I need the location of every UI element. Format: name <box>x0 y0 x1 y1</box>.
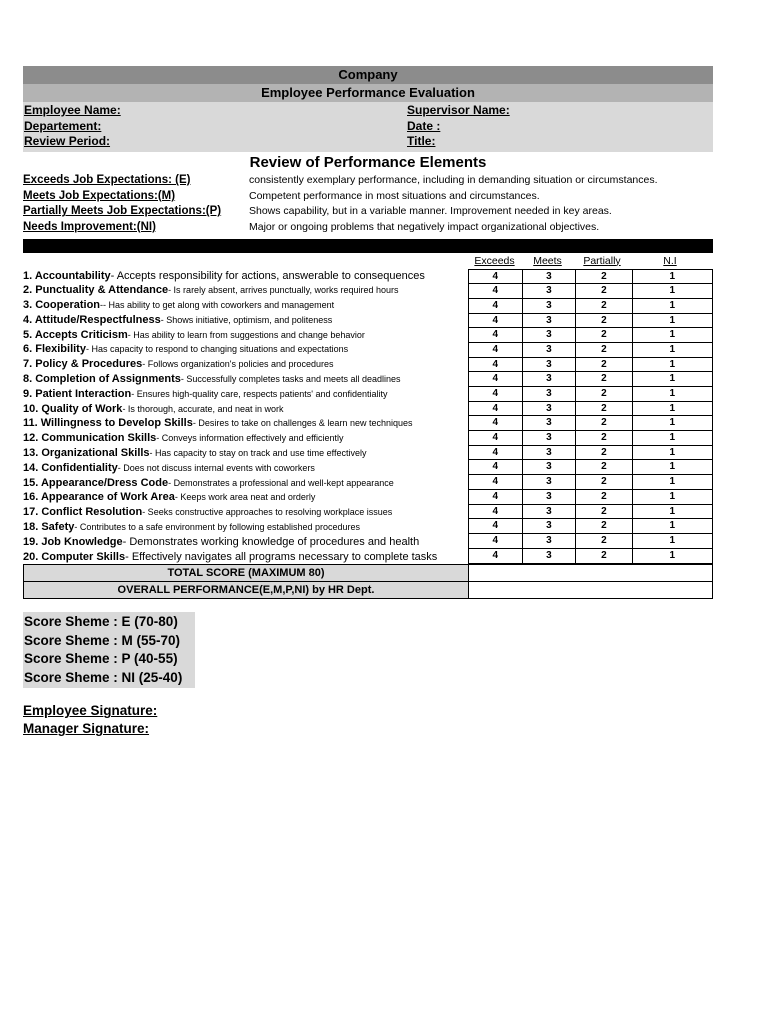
score-cell[interactable]: 1 <box>633 490 712 505</box>
criterion-description: - Follows organization's policies and procedures <box>142 359 334 370</box>
criterion-name: 12. Communication Skills <box>23 432 157 445</box>
score-cell[interactable]: 2 <box>576 460 633 475</box>
score-cell[interactable]: 2 <box>576 416 633 431</box>
score-row <box>469 519 712 534</box>
score-cell[interactable]: 3 <box>523 387 577 402</box>
criterion-name: 16. Appearance of Work Area <box>23 491 175 504</box>
score-cell[interactable]: 2 <box>576 270 633 285</box>
score-cell[interactable]: 1 <box>633 402 712 417</box>
score-cell[interactable]: 1 <box>633 460 712 475</box>
legend-desc: Major or ongoing problems that negatively impact organizational objectives. <box>249 220 600 233</box>
score-cell[interactable]: 3 <box>523 358 577 373</box>
score-cell[interactable]: 4 <box>469 460 523 475</box>
criterion-name: 11. Willingness to Develop Skills <box>23 417 193 430</box>
score-cell[interactable]: 1 <box>633 416 712 431</box>
criterion-name: 6. Flexibility <box>23 343 86 356</box>
legend-row <box>23 188 713 204</box>
criterion-description: - Accepts responsibility for actions, answerable to consequences <box>110 269 425 282</box>
criterion-description: - Successfully completes tasks and meets all deadlines <box>180 374 401 385</box>
criterion-row <box>23 313 468 328</box>
criterion-description: - Demonstrates a professional and well-kept appearance <box>168 477 394 488</box>
score-cell[interactable]: 2 <box>576 299 633 314</box>
review-period-label[interactable]: Review Period: <box>24 134 111 148</box>
criterion-row <box>23 387 468 402</box>
evaluation-sheet <box>23 66 713 738</box>
employee-signature-label[interactable]: Employee Signature: <box>23 703 158 719</box>
criterion-row <box>23 535 468 550</box>
score-cell[interactable]: 4 <box>469 402 523 417</box>
criterion-description: - Effectively navigates all programs necessary to complete tasks <box>125 550 438 563</box>
score-cell[interactable]: 3 <box>523 460 577 475</box>
employee-name-label[interactable]: Employee Name: <box>24 103 121 117</box>
criterion-row <box>23 476 468 491</box>
criterion-name: 19. Job Knowledge <box>23 535 123 548</box>
criterion-name: 8. Completion of Assignments <box>23 373 181 386</box>
criterion-description: - Does not discuss internal events with coworkers <box>117 462 315 473</box>
score-row <box>469 490 712 505</box>
col-partially: Partially <box>583 254 621 267</box>
criterion-name: 20. Computer Skills <box>23 550 126 563</box>
score-cell[interactable]: 2 <box>576 328 633 343</box>
criterion-row <box>23 520 468 535</box>
score-row <box>469 387 712 402</box>
criterion-row <box>23 283 468 298</box>
score-cell[interactable]: 2 <box>576 402 633 417</box>
score-cell[interactable]: 1 <box>633 299 712 314</box>
criterion-row <box>23 357 468 372</box>
criterion-name: 15. Appearance/Dress Code <box>23 476 169 489</box>
title-label[interactable]: Title: <box>407 134 436 148</box>
score-cell[interactable]: 1 <box>633 372 712 387</box>
criterion-name: 14. Confidentiality <box>23 461 118 474</box>
score-cell[interactable]: 2 <box>576 534 633 549</box>
score-row <box>469 446 712 461</box>
score-row <box>469 460 712 475</box>
score-cell[interactable]: 3 <box>523 343 577 358</box>
score-cell[interactable]: 3 <box>523 505 577 520</box>
score-cell[interactable]: 4 <box>469 490 523 505</box>
criterion-row <box>23 328 468 343</box>
scores-column <box>468 255 713 565</box>
score-cell[interactable]: 1 <box>633 328 712 343</box>
score-cell[interactable]: 2 <box>576 475 633 490</box>
score-cell[interactable]: 2 <box>576 343 633 358</box>
section-divider <box>23 239 713 253</box>
score-grid <box>468 269 713 565</box>
legend-key: Partially Meets Job Expectations:(P) <box>23 205 222 218</box>
score-cell[interactable]: 2 <box>576 284 633 299</box>
review-heading: Review of Performance Elements <box>249 153 487 171</box>
criterion-row <box>23 550 468 565</box>
score-cell[interactable]: 1 <box>633 358 712 373</box>
score-row <box>469 299 712 314</box>
criterion-row <box>23 298 468 313</box>
score-cell[interactable]: 2 <box>576 372 633 387</box>
score-cell[interactable]: 4 <box>469 534 523 549</box>
score-scheme-item: Score Sheme : P (40-55) <box>24 651 178 667</box>
score-cell[interactable]: 4 <box>469 314 523 329</box>
score-cell[interactable]: 4 <box>469 299 523 314</box>
criterion-name: 17. Conflict Resolution <box>23 506 143 519</box>
score-cell[interactable]: 4 <box>469 475 523 490</box>
score-cell[interactable]: 4 <box>469 270 523 285</box>
criterion-name: 2. Punctuality & Attendance <box>23 284 169 297</box>
legend-desc: Competent performance in most situations and circumstances. <box>249 189 540 202</box>
form-title: Employee Performance Evaluation <box>23 84 713 102</box>
score-cell[interactable]: 3 <box>523 328 577 343</box>
score-row <box>469 358 712 373</box>
criterion-description: - Has ability to learn from suggestions and change behavior <box>127 329 365 340</box>
score-row <box>469 314 712 329</box>
score-row <box>469 343 712 358</box>
score-cell[interactable]: 1 <box>633 519 712 534</box>
score-cell[interactable]: 4 <box>469 358 523 373</box>
legend-key: Needs Improvement:(NI) <box>23 220 156 233</box>
score-cell[interactable]: 4 <box>469 549 523 564</box>
score-cell[interactable]: 4 <box>469 505 523 520</box>
score-cell[interactable]: 4 <box>469 387 523 402</box>
criterion-description: - Conveys information effectively and efficiently <box>156 433 344 444</box>
score-scheme-item: Score Sheme : M (55-70) <box>24 632 181 648</box>
score-scheme-item: Score Sheme : NI (25-40) <box>24 669 183 685</box>
score-row <box>469 505 712 520</box>
legend-key: Meets Job Expectations:(M) <box>23 189 176 202</box>
score-cell[interactable]: 1 <box>633 387 712 402</box>
score-cell[interactable]: 4 <box>469 416 523 431</box>
total-score-label: TOTAL SCORE (MAXIMUM 80) <box>23 564 469 582</box>
col-exceeds: Exceeds <box>474 254 515 267</box>
overall-performance-row <box>23 582 713 599</box>
score-cell[interactable]: 3 <box>523 416 577 431</box>
score-row <box>469 475 712 490</box>
score-cell[interactable]: 2 <box>576 358 633 373</box>
criterion-name: 4. Attitude/Respectfulness <box>23 313 161 326</box>
company-header: Company <box>23 66 713 84</box>
score-cell[interactable]: 1 <box>669 549 676 561</box>
score-cell[interactable]: 1 <box>633 270 712 285</box>
legend-desc: Shows capability, but in a variable manner. Improvement needed in key areas. <box>249 205 612 218</box>
score-cell[interactable]: 2 <box>576 490 633 505</box>
criterion-row <box>23 446 468 461</box>
score-row <box>469 534 712 549</box>
legend-row <box>23 204 713 220</box>
criterion-description: - Demonstrates working knowledge of procedures and health <box>122 535 420 548</box>
score-cell[interactable]: 3 <box>523 519 577 534</box>
score-row <box>469 372 712 387</box>
score-row <box>469 549 712 564</box>
criterion-description: - Ensures high-quality care, respects patients' and confidentiality <box>131 388 388 399</box>
criterion-name: 7. Policy & Procedures <box>23 358 143 371</box>
score-cell[interactable]: 2 <box>576 505 633 520</box>
score-row <box>469 270 712 285</box>
criterion-row <box>23 402 468 417</box>
score-cell[interactable]: 4 <box>469 446 523 461</box>
score-column-headers <box>468 255 713 269</box>
score-cell[interactable]: 1 <box>633 475 712 490</box>
criterion-row <box>23 342 468 357</box>
score-cell[interactable]: 3 <box>523 299 577 314</box>
score-cell[interactable]: 4 <box>469 343 523 358</box>
score-cell[interactable]: 3 <box>523 475 577 490</box>
criterion-description: - Keeps work area neat and orderly <box>174 492 316 503</box>
manager-signature-label[interactable]: Manager Signature: <box>23 721 150 737</box>
criterion-name: 13. Organizational Skills <box>23 447 150 460</box>
criteria-column <box>23 255 468 565</box>
score-row <box>469 402 712 417</box>
score-cell[interactable]: 3 <box>523 534 577 549</box>
criterion-description: - Contributes to a safe environment by following established procedures <box>74 522 361 533</box>
score-cell[interactable]: 3 <box>523 431 577 446</box>
criterion-description: - Is rarely absent, arrives punctually, works required hours <box>168 285 399 296</box>
criterion-row <box>23 416 468 431</box>
supervisor-name-label[interactable]: Supervisor Name: <box>407 103 510 117</box>
criterion-description: - Desires to take on challenges & learn new techniques <box>192 418 413 429</box>
criterion-row <box>23 372 468 387</box>
criterion-name: 18. Safety <box>23 521 75 534</box>
score-row <box>469 284 712 299</box>
criterion-name: 3. Cooperation <box>23 299 101 312</box>
criterion-row <box>23 461 468 476</box>
score-cell[interactable]: 2 <box>576 519 633 534</box>
score-cell[interactable]: 1 <box>633 505 712 520</box>
legend-row <box>23 219 713 235</box>
score-cell[interactable]: 1 <box>633 314 712 329</box>
score-cell[interactable]: 3 <box>523 314 577 329</box>
criterion-row <box>23 431 468 446</box>
criterion-row <box>23 505 468 520</box>
score-cell[interactable]: 1 <box>633 534 712 549</box>
rating-legend <box>23 173 713 235</box>
score-cell[interactable]: 3 <box>523 284 577 299</box>
criterion-name: 9. Patient Interaction <box>23 387 132 400</box>
score-cell[interactable]: 3 <box>523 549 577 564</box>
legend-key: Exceeds Job Expectations: (E) <box>23 174 191 187</box>
overall-performance-label: OVERALL PERFORMANCE(E,M,P,NI) by HR Dept. <box>23 582 469 599</box>
score-cell[interactable]: 1 <box>633 284 712 299</box>
score-cell[interactable]: 2 <box>576 314 633 329</box>
employee-info-block <box>23 102 713 152</box>
col-ni: N.I <box>663 254 677 267</box>
criterion-description: - Has capacity to stay on track and use time effectively <box>149 448 367 459</box>
score-cell[interactable]: 2 <box>576 387 633 402</box>
score-cell[interactable]: 1 <box>633 343 712 358</box>
score-scheme-item: Score Sheme : E (70-80) <box>24 614 178 630</box>
score-cell[interactable]: 4 <box>469 431 523 446</box>
date-label[interactable]: Date : <box>407 118 441 133</box>
criterion-name: 1. Accountability <box>23 269 111 282</box>
criterion-description: - Shows initiative, optimism, and politeness <box>160 314 333 325</box>
criterion-description: -- Has ability to get along with coworkers and management <box>100 300 335 311</box>
total-score-row <box>23 564 713 582</box>
score-cell[interactable]: 2 <box>576 446 633 461</box>
score-row <box>469 416 712 431</box>
department-label[interactable]: Departement: <box>24 118 102 133</box>
score-cell[interactable]: 1 <box>633 446 712 461</box>
score-cell[interactable]: 3 <box>523 402 577 417</box>
criterion-description: - Is thorough, accurate, and neat in work <box>122 403 284 414</box>
criterion-description: - Has capacity to respond to changing situations and expectations <box>85 344 349 355</box>
criterion-row <box>23 269 468 284</box>
total-score-value[interactable] <box>469 564 713 582</box>
criterion-name: 5. Accepts Criticism <box>23 328 128 341</box>
score-cell[interactable]: 2 <box>576 549 633 564</box>
score-cell[interactable]: 4 <box>469 328 523 343</box>
score-cell[interactable]: 1 <box>633 431 712 446</box>
score-cell[interactable]: 4 <box>469 372 523 387</box>
score-cell[interactable]: 3 <box>523 270 577 285</box>
criterion-description: - Seeks constructive approaches to resolving workplace issues <box>142 507 393 518</box>
score-scheme <box>23 612 195 688</box>
evaluation-table <box>23 255 713 565</box>
signatures <box>23 702 713 738</box>
criterion-row <box>23 490 468 505</box>
score-row <box>469 328 712 343</box>
overall-performance-value[interactable] <box>469 582 713 599</box>
criterion-name: 10. Quality of Work <box>23 402 123 415</box>
score-cell[interactable]: 3 <box>523 490 577 505</box>
score-cell[interactable]: 3 <box>523 372 577 387</box>
score-cell[interactable]: 3 <box>523 446 577 461</box>
legend-desc: consistently exemplary performance, including in demanding situation or circumstances. <box>249 174 658 187</box>
score-cell[interactable]: 2 <box>576 431 633 446</box>
score-cell[interactable]: 4 <box>469 284 523 299</box>
col-meets: Meets <box>533 254 562 267</box>
score-cell[interactable]: 4 <box>469 519 523 534</box>
legend-row <box>23 173 713 189</box>
score-row <box>469 431 712 446</box>
